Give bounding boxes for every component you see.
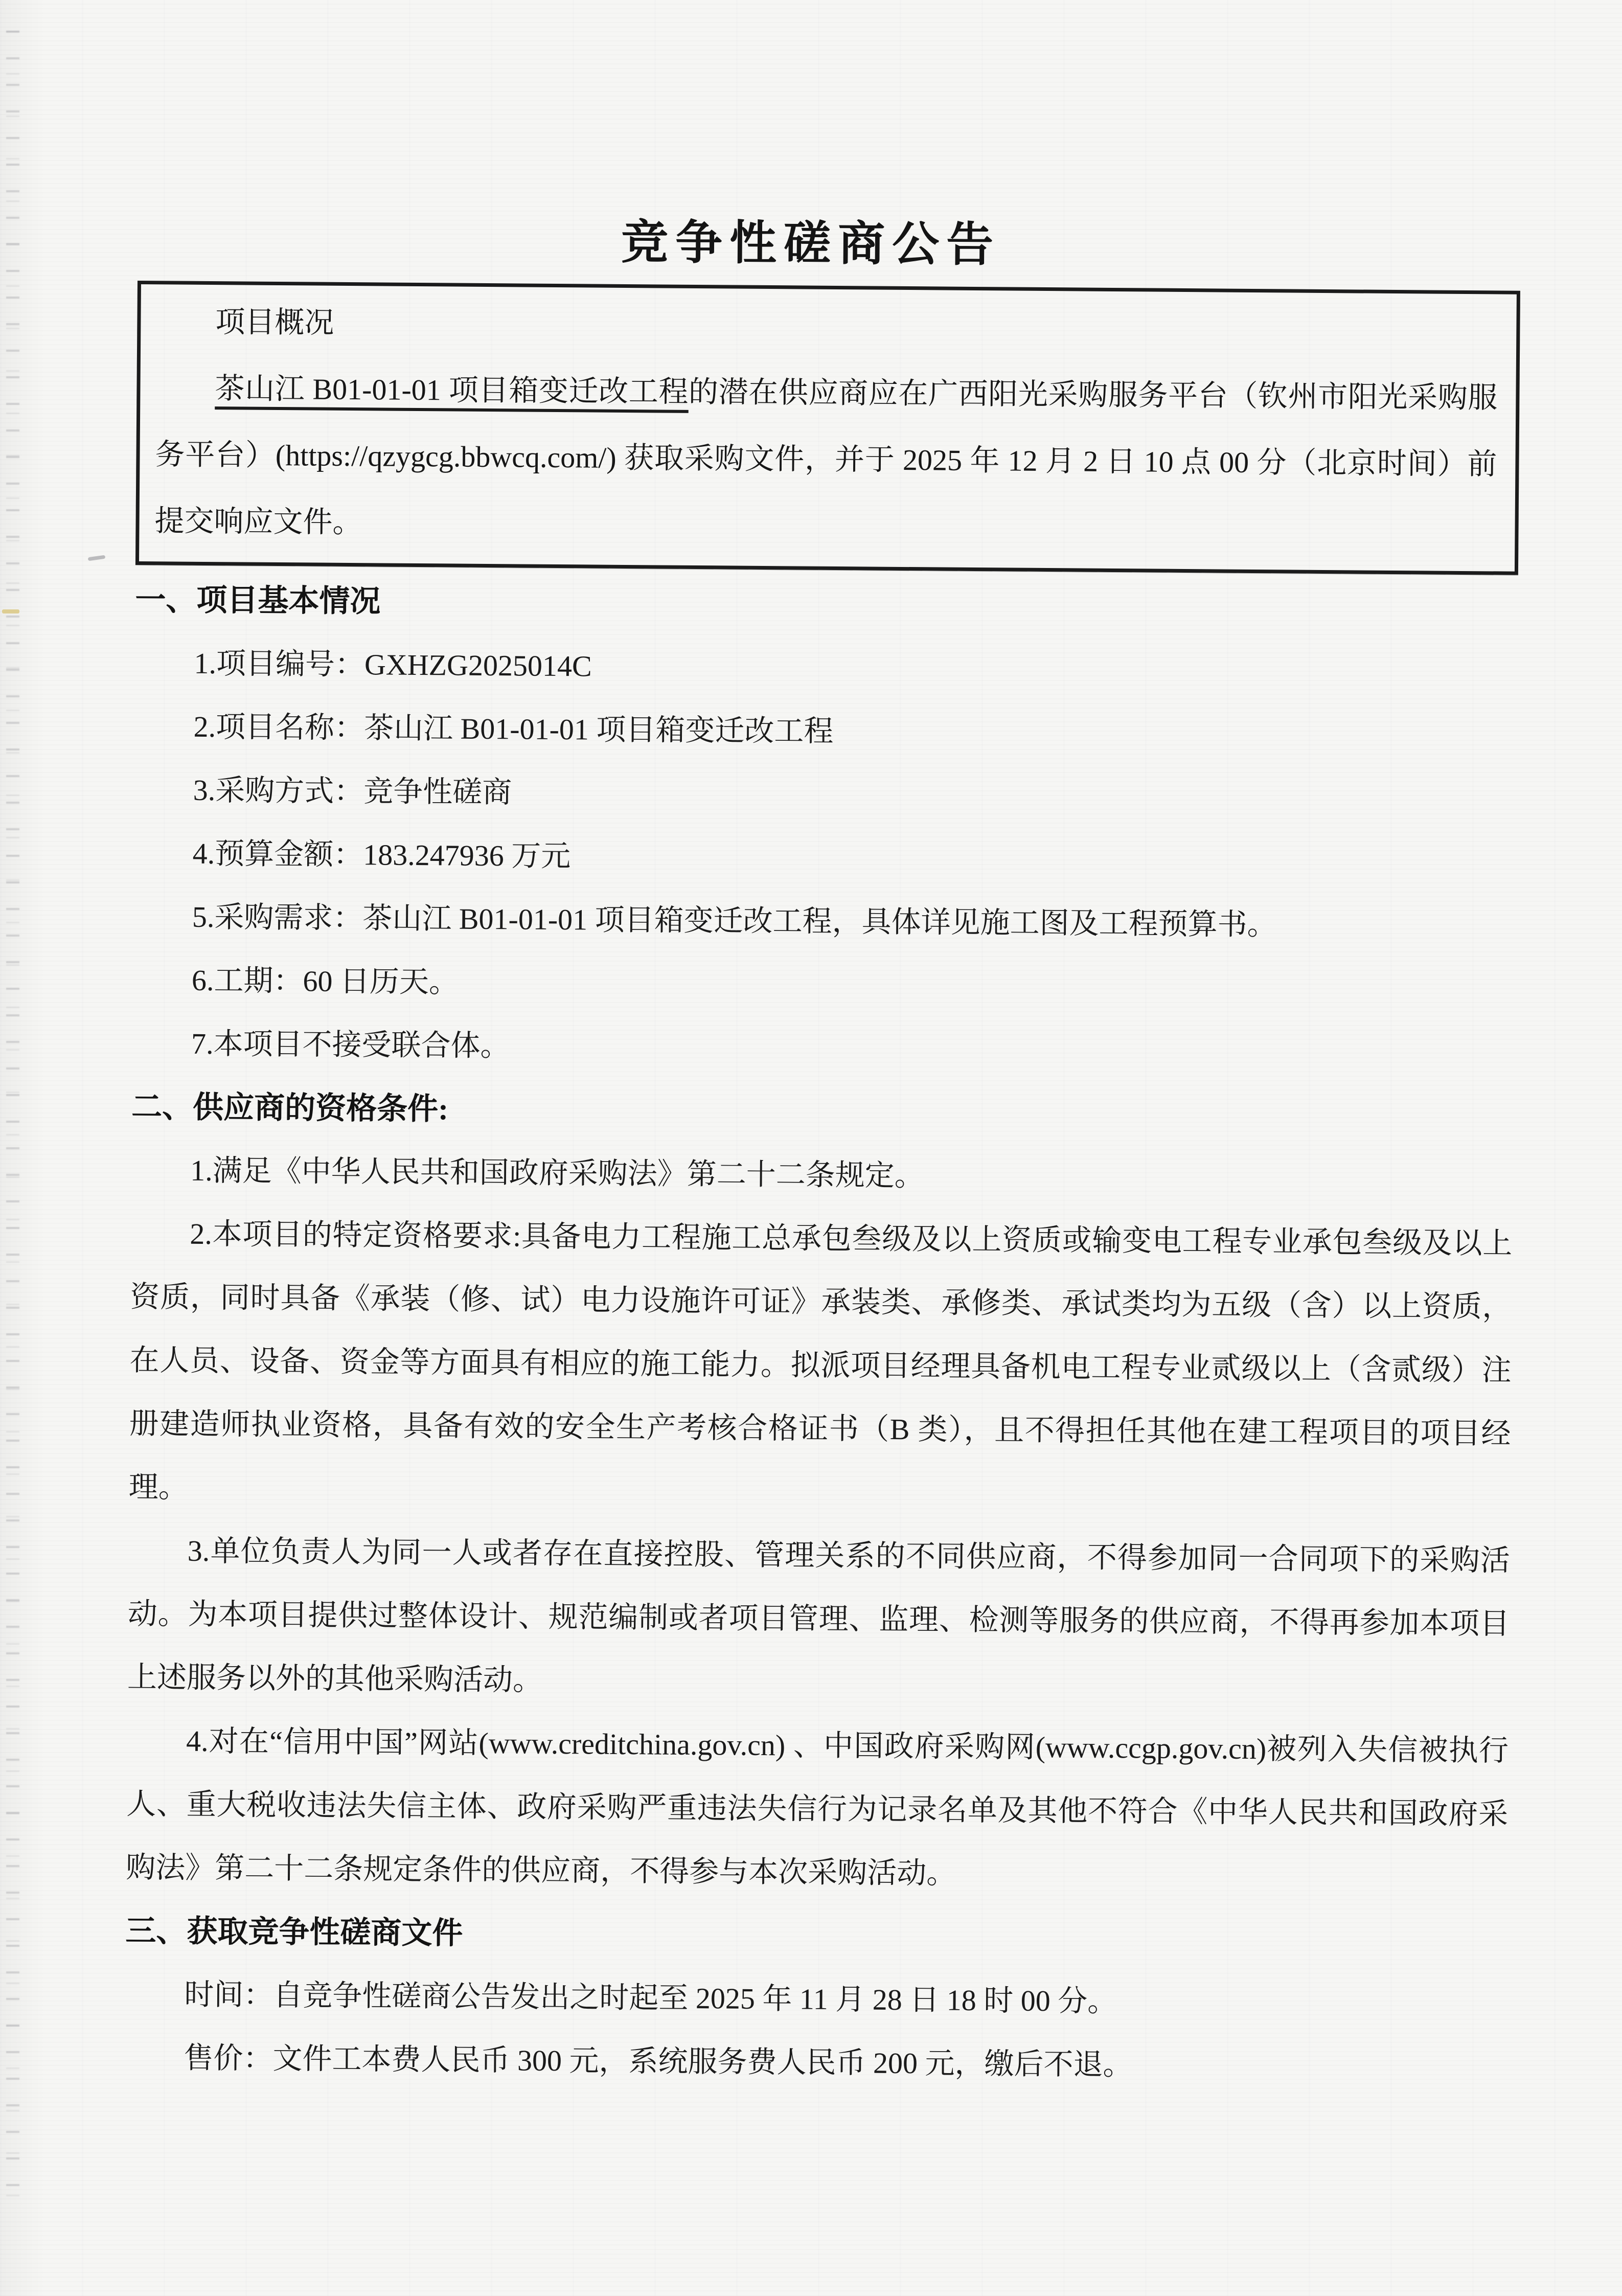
document-body [124,568,1517,2100]
item-same-responsible-person: 3.单位负责人为同一人或者存在直接控股、管理关系的不同供应商，不得参加同一合同项下的采购活动。为本项目提供过整体设计、规范编制或者项目管理、监理、检测等服务的供应商，不得再参加本项目上述服务以外的其他采购活动。 [127,1534,1510,1697]
item-document-time: 时间：自竞争性磋商公告发出之时起至 2025 年 11 月 28 日 18 时 00 分。 [184,1977,1117,2018]
overview-paragraph [154,355,1498,564]
item-qualification-law: 1.满足《中华人民共和国政府采购法》第二十二条规定。 [190,1153,924,1193]
section-heading-supplier-qualification: 二、供应商的资格条件: [131,1089,449,1126]
document-title: 竞争性磋商公告 [621,216,1001,271]
item-procurement-requirement: 5.采购需求：茶山江 B01-01-01 项目箱变迁改工程，具体详见施工图及工程预算书。 [192,900,1277,942]
item-document-price: 售价：文件工本费人民币 300 元，系统服务费人民币 200 元，缴后不退。 [184,2041,1133,2082]
item-project-name: 2.项目名称：茶山江 B01-01-01 项目箱变迁改工程 [193,710,834,748]
item-project-number: 1.项目编号：GXHZG2025014C [194,646,592,683]
item-construction-period: 6.工期：60 日历天。 [191,963,459,999]
item-procurement-method: 3.采购方式：竞争性磋商 [193,773,512,809]
overview-box-heading: 项目概况 [215,305,334,339]
item-budget-amount: 4.预算金额：183.247936 万元 [192,836,571,873]
item-no-consortium: 7.本项目不接受联合体。 [191,1027,510,1063]
section-heading-basic-info: 一、项目基本情况 [135,582,381,619]
overview-paragraph-rest: 的潜在供应商应在广西阳光采购服务平台（钦州市阳光采购服务平台）(https://qzygcg.bbwcq.com/) 获取采购文件，并于 2025 年 12 月 2 日 10 点 00 分（北京时间）前提交响应文件。 [154,375,1498,539]
item-credit-china-blacklist: 4.对在“信用中国”网站(www.creditchina.gov.cn) 、中国政府采购网(www.ccgp.gov.cn)被列入失信被执行人、重大税收违法失信主体、政府采购严重违法失信行为记录名单及其他不符合《中华人民共和国政府采购法》第二十二条规定条件的供应商，不得参与本次采购活动。 [126,1724,1509,1890]
underlined-project-name: 茶山江 B01-01-01 项目箱变迁改工程 [215,372,689,408]
item-specific-qualification: 2.本项目的特定资格要求:具备电力工程施工总承包叁级及以上资质或输变电工程专业承包叁级及以上资质，同时具备《承装（修、试）电力设施许可证》承装类、承修类、承试类均为五级（含）以上资质，在人员、设备、资金等方面具有相应的施工能力。拟派项目经理具备机电工程专业贰级以上（含贰级）注册建造师执业资格，具备有效的安全生产考核合格证书（B 类），且不得担任其他在建工程项目的项目经理。 [128,1217,1513,1504]
project-overview-box [135,281,1520,575]
section-heading-obtain-documents: 三、获取竞争性磋商文件 [125,1914,463,1950]
